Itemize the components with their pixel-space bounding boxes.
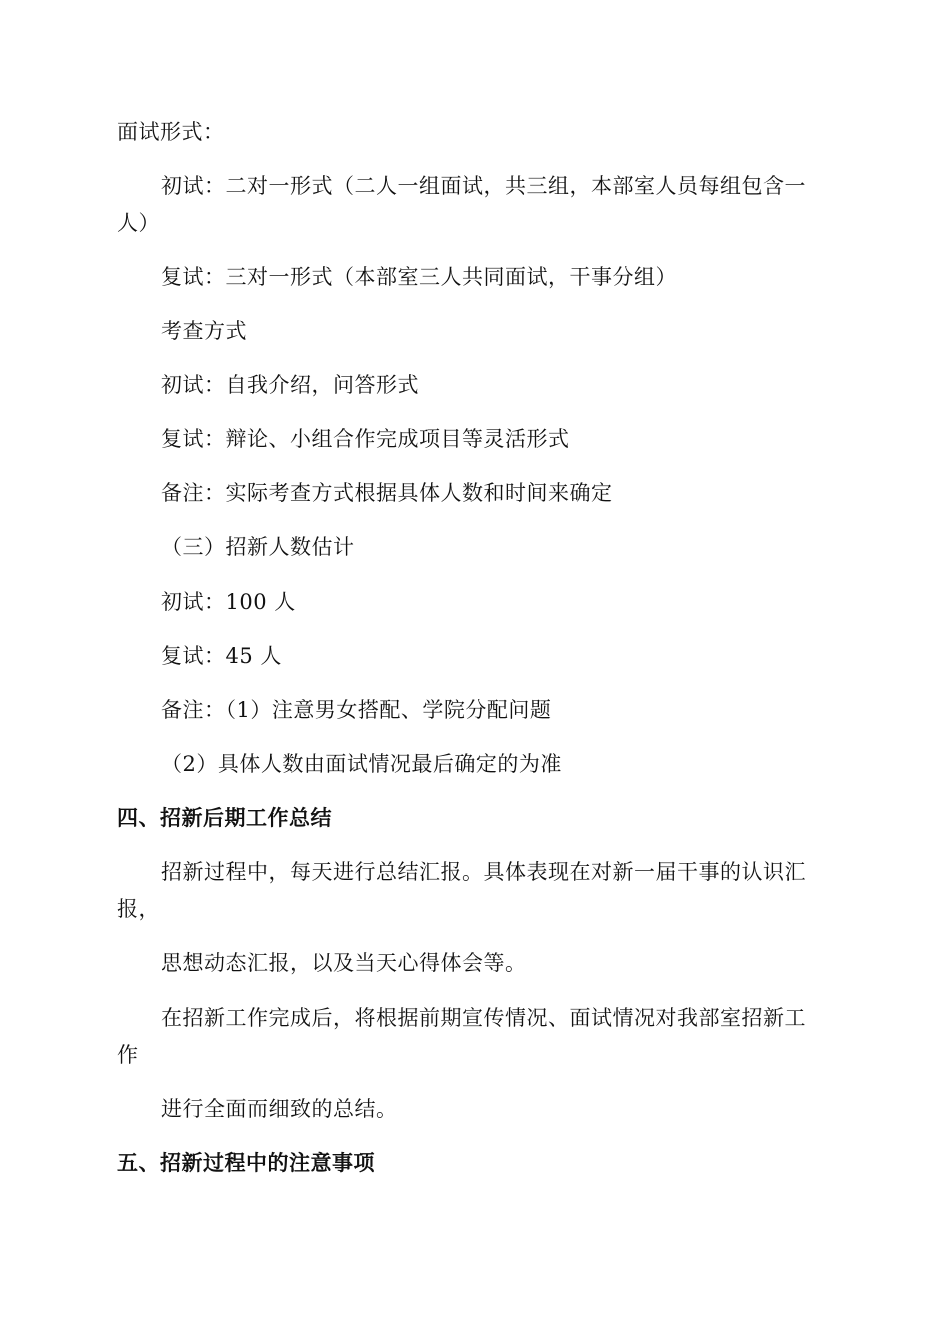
paragraph-first-round-count: 初试：100 人 xyxy=(161,590,296,614)
heading-section-five: 五、招新过程中的注意事项 xyxy=(117,1151,375,1175)
paragraph-second-round-count: 复试：45 人 xyxy=(161,644,282,668)
paragraph-first-round-format: 初试：二对一形式（二人一组面试，共三组，本部室人员每组包含一 xyxy=(161,174,806,198)
paragraph-final-summary-cont: 作 xyxy=(117,1043,139,1067)
paragraph-daily-summary: 招新过程中，每天进行总结汇报。具体表现在对新一届干事的认识汇 xyxy=(161,860,806,884)
paragraph-final-summary-end: 进行全面而细致的总结。 xyxy=(161,1097,398,1121)
subheading-recruit-estimate: （三）招新人数估计 xyxy=(161,535,355,559)
paragraph-first-round-method: 初试：自我介绍，问答形式 xyxy=(161,373,419,397)
paragraph-count-note-1: 备注：（1）注意男女搭配、学院分配问题 xyxy=(161,698,552,722)
paragraph-first-round-format-cont: 人） xyxy=(117,211,160,235)
heading-section-four: 四、招新后期工作总结 xyxy=(117,806,332,830)
paragraph-second-round-method: 复试：辩论、小组合作完成项目等灵活形式 xyxy=(161,427,570,451)
paragraph-method-note: 备注：实际考查方式根据具体人数和时间来确定 xyxy=(161,481,613,505)
paragraph-assessment-method: 考查方式 xyxy=(161,319,247,343)
paragraph-daily-summary-cont: 报， xyxy=(117,897,160,921)
paragraph-interview-format: 面试形式： xyxy=(117,120,225,144)
paragraph-final-summary: 在招新工作完成后，将根据前期宣传情况、面试情况对我部室招新工 xyxy=(161,1006,806,1030)
paragraph-count-note-2: （2）具体人数由面试情况最后确定的为准 xyxy=(161,752,562,776)
paragraph-thought-report: 思想动态汇报，以及当天心得体会等。 xyxy=(161,951,527,975)
paragraph-second-round-format: 复试：三对一形式（本部室三人共同面试，干事分组） xyxy=(161,265,677,289)
